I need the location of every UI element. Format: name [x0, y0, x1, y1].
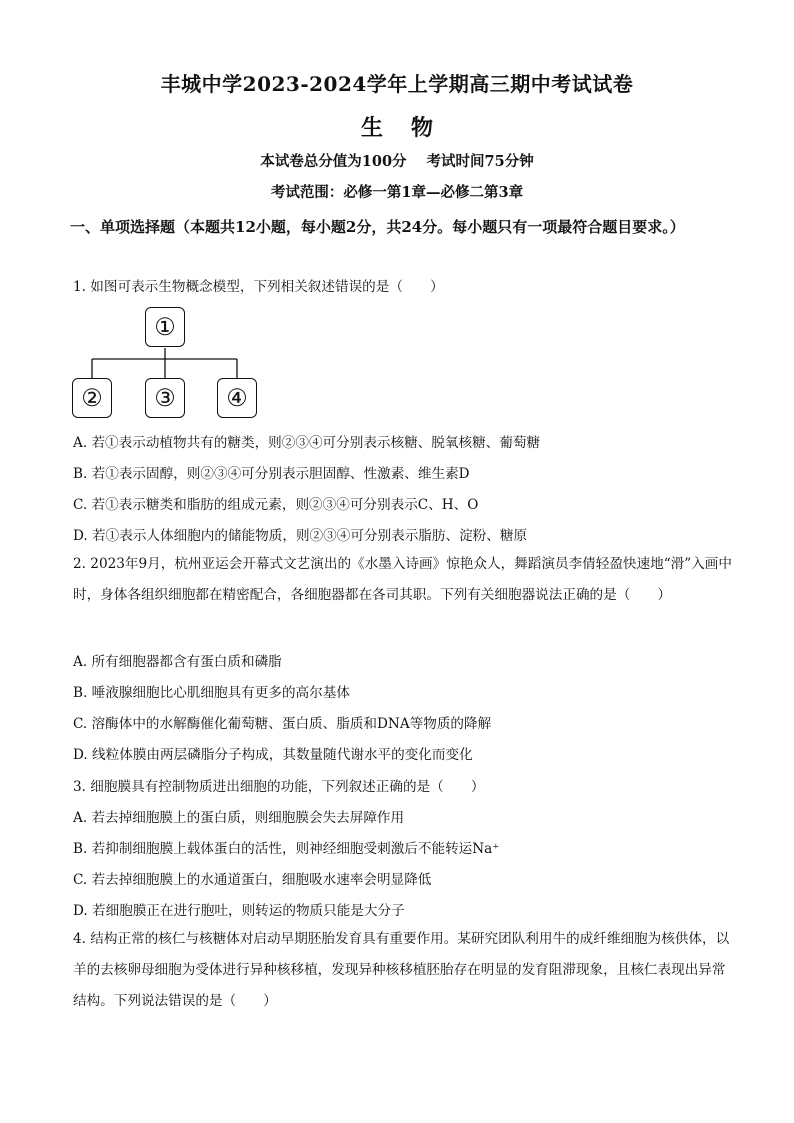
- q3-option-c: C. 若去掉细胞膜上的水通道蛋白，细胞吸水速率会明显降低: [73, 872, 432, 888]
- concept-box-1: ①: [145, 307, 185, 347]
- q1-option-a: A. 若①表示动植物共有的糖类，则②③④可分别表示核糖、脱氧核糖、葡萄糖: [73, 435, 541, 451]
- exam-scope: 考试范围：必修一第1章—必修二第3章: [270, 184, 524, 201]
- question-3-stem: 3. 细胞膜具有控制物质进出细胞的功能，下列叙述正确的是（ ）: [73, 779, 485, 795]
- q2-option-c: C. 溶酶体中的水解酶催化葡萄糖、蛋白质、脂质和DNA等物质的降解: [73, 716, 492, 732]
- question-4-stem: 4. 结构正常的核仁与核糖体对启动早期胚胎发育具有重要作用。某研究团队利用牛的成纤维细胞为核供体，以羊的去核卵母细胞为受体进行异种核移植，发现异种核移植胚胎存在明显的发育阻滞现象，且核仁表现出异常结构。下列说法错误的是（ ）: [73, 931, 730, 1009]
- question-2-stem: 2. 2023年9月，杭州亚运会开幕式文艺演出的《水墨入诗画》惊艳众人，舞蹈演员李倩轻盈快速地“滑”入画中时，身体各组织细胞都在精密配合，各细胞器都在各司其职。下列有关细胞器说法正确的是（ ）: [73, 556, 732, 603]
- concept-box-2: ②: [72, 378, 112, 418]
- q3-option-b: B. 若抑制细胞膜上载体蛋白的活性，则神经细胞受刺激后不能转运Na⁺: [73, 841, 500, 857]
- q3-option-a: A. 若去掉细胞膜上的蛋白质，则细胞膜会失去屏障作用: [73, 810, 405, 826]
- concept-box-4: ④: [217, 378, 257, 418]
- q2-option-b: B. 唾液腺细胞比心肌细胞具有更多的高尔基体: [73, 685, 350, 701]
- q2-option-a: A. 所有细胞器都含有蛋白质和磷脂: [73, 654, 282, 670]
- q1-option-c: C. 若①表示糖类和脂肪的组成元素，则②③④可分别表示C、H、O: [73, 497, 479, 513]
- exam-info: [0, 150, 794, 171]
- q1-option-d: D. 若①表示人体细胞内的储能物质，则②③④可分别表示脂肪、淀粉、糖原: [73, 528, 528, 544]
- score-info: 本试卷总分值为100分: [260, 153, 407, 170]
- q1-option-b: B. 若①表示固醇，则②③④可分别表示胆固醇、性激素、维生素D: [73, 466, 470, 482]
- q3-option-d: D. 若细胞膜正在进行胞吐，则转运的物质只能是大分子: [73, 903, 405, 919]
- q2-option-d: D. 线粒体膜由两层磷脂分子构成，其数量随代谢水平的变化而变化: [73, 747, 473, 763]
- concept-box-3: ③: [145, 378, 185, 418]
- question-1-stem: 1. 如图可表示生物概念模型，下列相关叙述错误的是（ ）: [73, 279, 444, 295]
- exam-title: 丰城中学2023-2024学年上学期高三期中考试试卷: [160, 72, 634, 96]
- time-info: 考试时间75分钟: [426, 153, 534, 170]
- subject-heading: 生物: [360, 115, 461, 141]
- section-heading: 一、单项选择题（本题共12小题，每小题2分，共24分。每小题只有一项最符合题目要求。）: [70, 218, 685, 236]
- concept-model-diagram: [70, 302, 270, 426]
